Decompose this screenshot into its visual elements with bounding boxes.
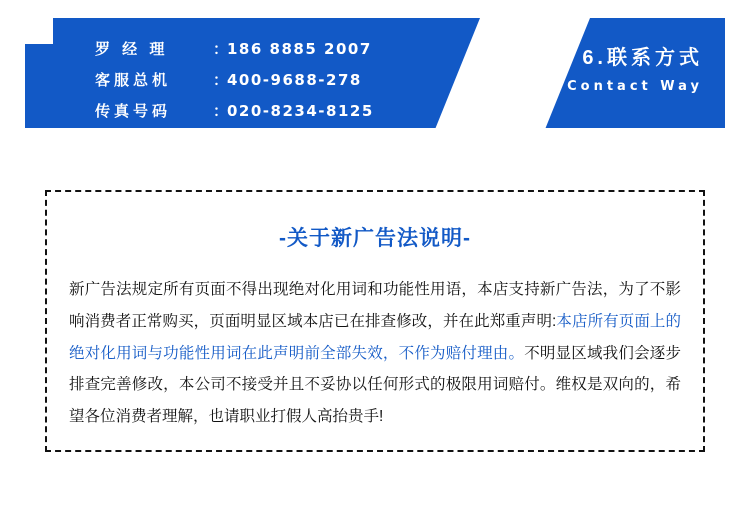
- contact-row: [95, 104, 475, 119]
- contact-colon: ：: [213, 72, 230, 89]
- contact-label: 客服总机: [95, 72, 172, 89]
- notice-body: [69, 274, 681, 433]
- contact-row: [95, 73, 475, 88]
- contact-colon: ：: [213, 103, 230, 120]
- notice-paragraph-part2: 不明显区域我们会逐步排查完善修改，本公司不接受并且不妥协以任何形式的极限用词赔付。维权是双向的，希望各位消费者理解，也请职业打假人高抬贵手!: [69, 344, 681, 426]
- contact-colon: ：: [213, 41, 230, 58]
- contact-value-manager-phone: 186 8885 2007: [227, 40, 372, 58]
- contact-banner: [25, 18, 725, 128]
- section-title: 6.联系方式: [582, 47, 703, 69]
- contact-value-fax: 020-8234-8125: [227, 102, 374, 120]
- contact-value-hotline: 400-9688-278: [227, 71, 362, 89]
- contact-row: [95, 42, 475, 57]
- notice-title: -关于新广告法说明-: [279, 227, 471, 250]
- banner-heading-group: [567, 46, 703, 94]
- notice-paragraph-highlight: 本店所有页面上的绝对化用词与功能性用词在此声明前全部失效，不作为赔付理由。: [69, 312, 681, 362]
- banner-corner-notch: [25, 18, 53, 44]
- contact-label: 传真号码: [95, 103, 172, 120]
- notice-paragraph-part1: 新广告法规定所有页面不得出现绝对化用词和功能性用语，本店支持新广告法，为了不影响消费者正常购买，页面明显区域本店已在排查修改，并在此郑重声明:: [69, 281, 681, 330]
- contact-list: [95, 42, 475, 135]
- advertising-law-notice-box: [45, 190, 705, 452]
- contact-label: 罗 经 理: [95, 41, 169, 58]
- section-subtitle: Contact Way: [567, 79, 703, 94]
